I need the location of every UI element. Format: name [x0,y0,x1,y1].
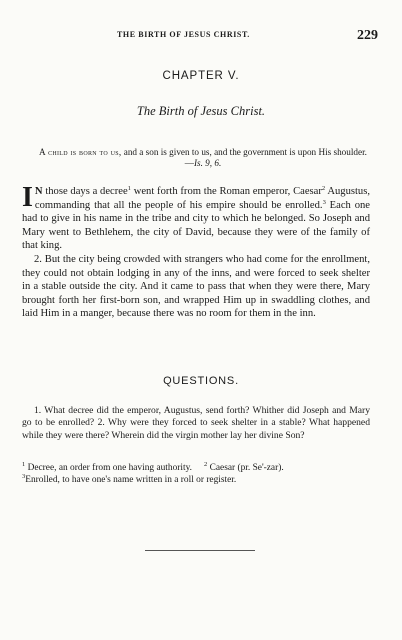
epigraph [38,147,368,169]
paragraph-1-text: Each one had to give in his name in the tribe and city to which he belonged. So Joseph and Mary went to Bethlehem, the city of David, because they were of the family of that king. [22,199,370,252]
chapter-subtitle: The Birth of Jesus Christ. [136,104,266,118]
footnote-number: 2 [204,461,208,468]
questions-text: 1. What decree did the emperor, Augustus, send forth? Whither did Joseph and Mary go to be enrolled? 2. Why were they forced to seek shelter in a stable? What happened while they were there? Wherein did the virgin mother lay her divine Son? [22,405,370,441]
questions-heading: QUESTIONS. [163,375,239,387]
footnote-row [22,462,372,474]
footnote-ref-2: 2 [321,185,326,192]
footnote-number: 3 [22,473,26,481]
paragraph-1-text: went forth from the Roman emperor, Caesar [130,186,322,197]
epigraph-text: and a son is given to us, and the government is upon His shoulder.— [121,147,367,168]
footnote-ref-1: 1 [127,185,131,192]
epigraph-reference: Is. 9, 6. [193,158,222,168]
paragraph-1-text: Augustus, commanding that all the people of his empire should be enrolled. [34,186,371,211]
footnote-text: Decree, an order from one having authority. [25,463,193,473]
footnote-number: 1 [22,461,26,468]
footnote-text: Enrolled, to have one's name written in a roll or register. [25,475,237,486]
bottom-rule [145,550,255,551]
paragraph-1-text: those days a decree [42,186,128,197]
paragraph-2: 2. But the city being crowded with strangers who had come for the enrollment, they could not obtain lodging in any of the inns, and were forced to seek shelter in a stable outside the city. And it came to pass that when they were there, Mary brought forth her first-born son, and wrapped Him up in swaddling clothes, and laid Him in a manger, because there was no room for them in the inn. [22,254,370,320]
paragraph-1 [22,182,371,253]
footnotes [22,462,372,486]
drop-cap: I [22,182,33,213]
footnote-ref-3: 3 [322,198,326,206]
running-title: THE BIRTH OF JESUS CHRIST. [117,30,250,39]
running-head [22,28,378,46]
page-number: 229 [357,28,378,43]
epigraph-smallcaps: A child is born to us, [39,147,122,157]
lead-caps: N [34,186,43,197]
chapter-heading: CHAPTER V. [162,70,240,82]
footnote-text: Caesar (pr. Se'-zar). [207,463,284,473]
footnote-row [22,474,372,486]
